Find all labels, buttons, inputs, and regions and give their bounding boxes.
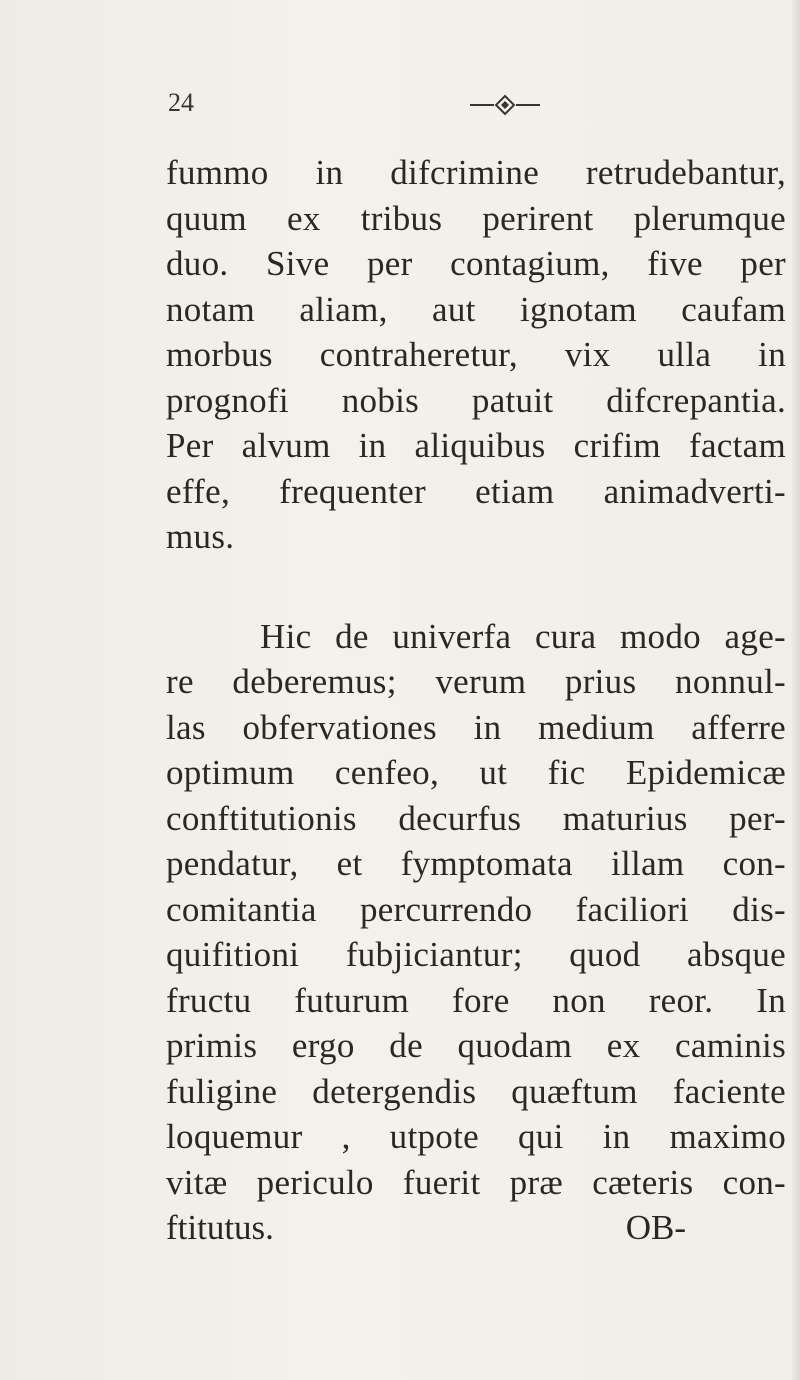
text-line: duo. Sive per contagium, five per bbox=[166, 244, 786, 283]
page-number: 24 bbox=[168, 88, 194, 117]
text-line: quifitioni fubjiciantur; quod absque bbox=[166, 935, 786, 974]
text-line: quum ex tribus perirent plerumque bbox=[166, 198, 786, 238]
text-line: morbus contraheretur, vix ulla in bbox=[166, 335, 786, 374]
text-line: prognofi nobis patuit difcrepantia. bbox=[166, 380, 786, 420]
text-line: fuligine detergendis quæftum faciente bbox=[166, 1071, 786, 1111]
paragraph-2 bbox=[166, 614, 786, 1251]
text-line: pendatur, et fymptomata illam con- bbox=[166, 844, 786, 883]
text-line: re deberemus; verum prius nonnul- bbox=[166, 662, 786, 701]
text-line: fructu futurum fore non reor. In bbox=[166, 980, 786, 1020]
paragraph-gap bbox=[166, 560, 786, 614]
page-edge bbox=[792, 0, 800, 1380]
page-header bbox=[164, 84, 584, 124]
body-text bbox=[166, 150, 786, 1251]
text-line: loquemur , utpote qui in maximo bbox=[166, 1117, 786, 1156]
text-line: vitæ periculo fuerit præ cæteris con- bbox=[166, 1162, 786, 1202]
text-line: las obfervationes in medium afferre bbox=[166, 707, 786, 747]
text-line: Per alvum in aliquibus crifim factam bbox=[166, 426, 786, 465]
text-line: comitantia percurrendo faciliori dis- bbox=[166, 889, 786, 929]
diamond-rule-ornament-icon bbox=[468, 94, 542, 116]
final-line-row bbox=[166, 1205, 686, 1251]
text-line: optimum cenfeo, ut fic Epidemicæ bbox=[166, 753, 786, 792]
text-line: notam aliam, aut ignotam caufam bbox=[166, 289, 786, 329]
paragraph-1 bbox=[166, 150, 786, 560]
text-line: mus. bbox=[166, 517, 235, 556]
text-line: fummo in difcrimine retrudebantur, bbox=[166, 153, 786, 192]
text-line: primis ergo de quodam ex caminis bbox=[166, 1026, 786, 1065]
text-line: Hic de univerfa cura modo age- bbox=[260, 616, 786, 656]
text-line: conftitutionis decurfus maturius per- bbox=[166, 798, 786, 838]
text-line: effe, frequenter etiam animadverti- bbox=[166, 471, 786, 511]
catchword: OB- bbox=[625, 1208, 686, 1247]
final-line: ftitutus. bbox=[166, 1208, 274, 1247]
